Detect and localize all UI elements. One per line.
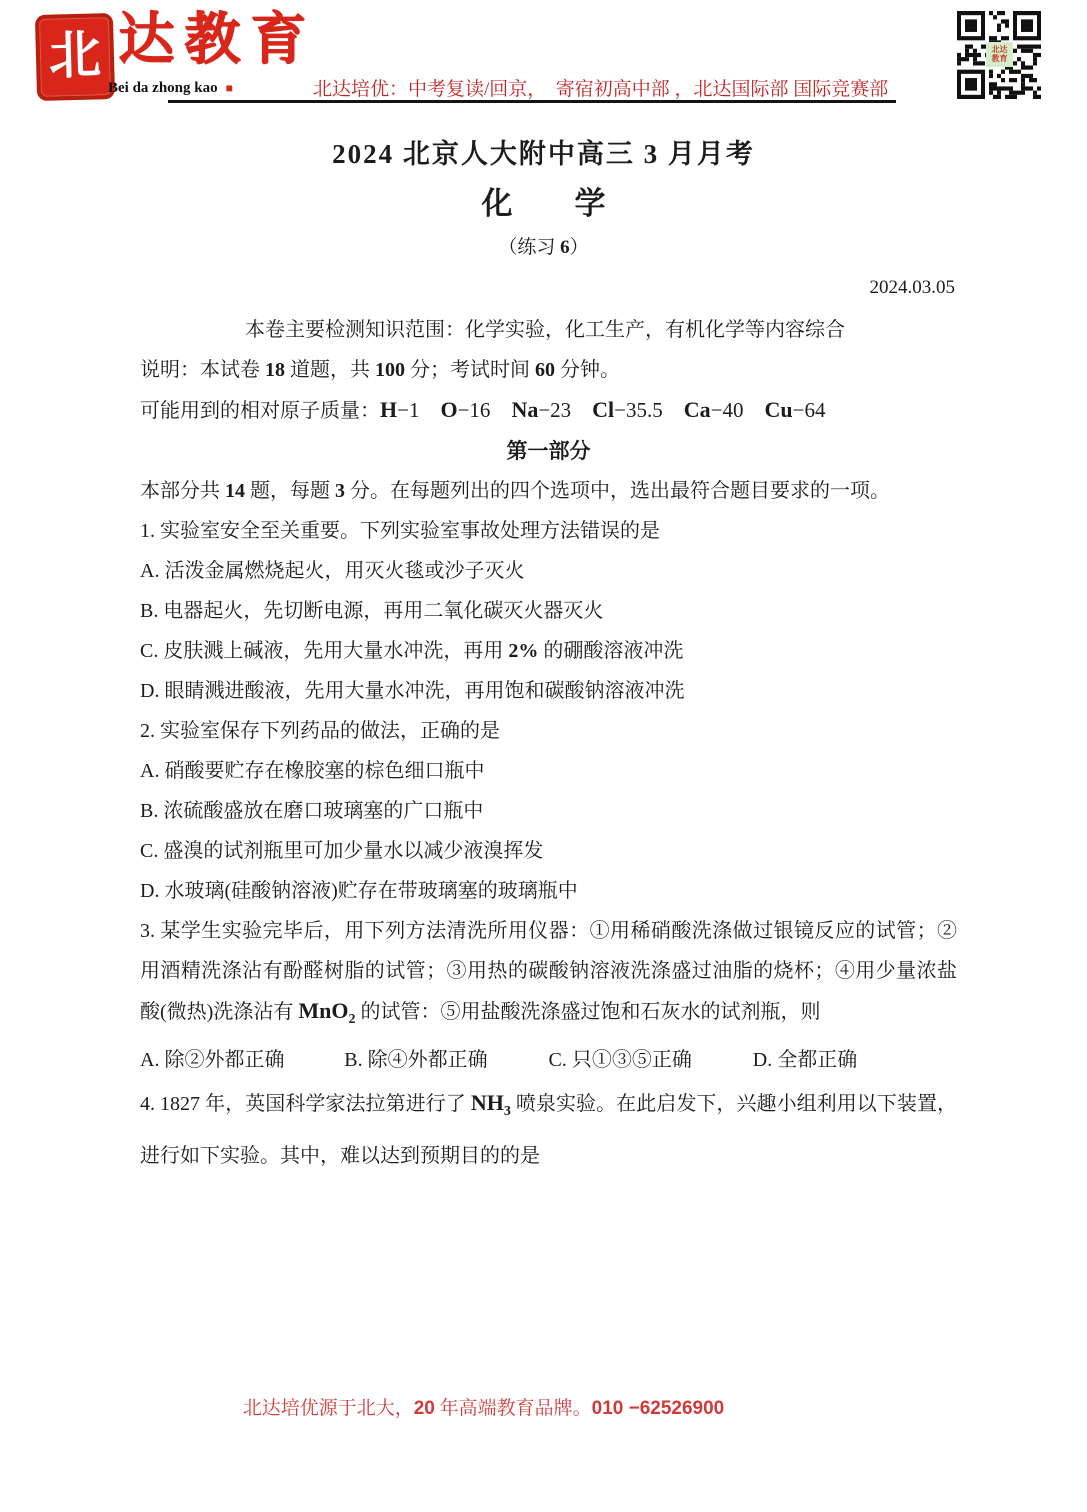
question-2-stem: 2. 实验室保存下列药品的做法，正确的是 xyxy=(140,720,500,742)
seal-character: 北 xyxy=(48,27,102,86)
part1-instruction: 本部分共 14 题，每题 3 分。在每题列出的四个选项中，选出最符合题目要求的一项。 xyxy=(140,480,890,502)
practice-label: （练习 6） xyxy=(498,237,589,258)
qr-code-icon xyxy=(957,11,1041,99)
header-tagline: 北达培优：中考复读/回京， 寄宿初高中部 ，北达国际部 国际竞赛部 xyxy=(313,79,889,100)
question-1-option-b: B. 电器起火，先切断电源，再用二氧化碳灭火器灭火 xyxy=(140,600,604,622)
qr-center-bottom-text: 教育 xyxy=(991,53,1008,63)
question-2-option-a: A. 硝酸要贮存在橡胶塞的棕色细口瓶中 xyxy=(140,760,485,782)
red-square-icon: ■ xyxy=(225,81,233,95)
qr-center-top-text: 北达 xyxy=(991,44,1008,54)
question-3-option-c: C. 只①③⑤正确 xyxy=(548,1049,692,1071)
question-4-stem: 4. 1827 年，英国科学家法拉第进行了 $NH_3$ 喷泉实验。在此启发下，兴趣小组利用以下装置，进行如下实验。其中，难以达到预期目的的是 xyxy=(140,1090,958,1167)
page-header xyxy=(0,0,1087,120)
question-3-stem: 3. 某学生实验完毕后，用下列方法清洗所用仪器：①用稀硝酸洗涤做过银镜反应的试管；②用酒精洗涤沾有酚醛树脂的试管；③用热的碳酸钠溶液洗涤盛过油脂的烧杯；④用少量浓盐酸(微热)洗涤沾有 MnO$_2$ 的试管：⑤用盐酸洗涤盛过饱和石灰水的试剂瓶，则 xyxy=(140,920,957,1027)
question-1-option-d: D. 眼睛溅进酸液，先用大量水冲洗，再用饱和碳酸钠溶液冲洗 xyxy=(140,680,685,702)
question-1-option-c: C. 皮肤溅上碱液，先用大量水冲洗，再用 2% 的硼酸溶液冲洗 xyxy=(140,640,684,662)
header-divider xyxy=(168,100,896,103)
exam-body xyxy=(0,310,1087,1179)
subject-title: 化 学 xyxy=(481,186,606,221)
brand-subtitle-text: Bei da zhong kao xyxy=(108,80,218,96)
question-3-option-a: A. 除②外都正确 xyxy=(140,1049,285,1071)
question-3-option-b: B. 除④外都正确 xyxy=(344,1049,488,1071)
brand-subtitle xyxy=(108,80,233,97)
brand-seal-icon xyxy=(35,13,115,101)
question-1-stem: 1. 实验室安全至关重要。下列实验室事故处理方法错误的是 xyxy=(140,520,660,542)
page-footer: 北达培优源于北大，20 年高端教育品牌。010 −62526900 xyxy=(242,1398,725,1419)
atomic-masses-line: 可能用到的相对原子质量：H−1 O−16 Na−23 Cl−35.5 Ca−40 Cu−64 xyxy=(140,397,826,422)
note-line: 说明：本试卷 18 道题，共 100 分；考试时间 60 分钟。 xyxy=(140,359,620,381)
question-1-option-a: A. 活泼金属燃烧起火，用灭火毯或沙子灭火 xyxy=(140,560,525,582)
question-2-option-c: C. 盛溴的试剂瓶里可加少量水以减少液溴挥发 xyxy=(140,840,544,862)
exam-date: 2024.03.05 xyxy=(869,277,955,298)
exam-title: 2024 北京人大附中高三 3 月月考 xyxy=(332,139,755,169)
brand-logo-text: 达教育 xyxy=(118,9,316,71)
question-3-options-row xyxy=(140,1040,957,1080)
question-2-option-d: D. 水玻璃(硅酸钠溶液)贮存在带玻璃塞的玻璃瓶中 xyxy=(140,880,578,902)
question-3-option-d: D. 全都正确 xyxy=(752,1049,858,1071)
question-2-option-b: B. 浓硫酸盛放在磨口玻璃塞的广口瓶中 xyxy=(140,800,484,822)
scope-line: 本卷主要检测知识范围：化学实验，化工生产，有机化学等内容综合 xyxy=(245,319,845,341)
qr-center-label xyxy=(986,42,1013,67)
part1-heading: 第一部分 xyxy=(506,439,591,463)
